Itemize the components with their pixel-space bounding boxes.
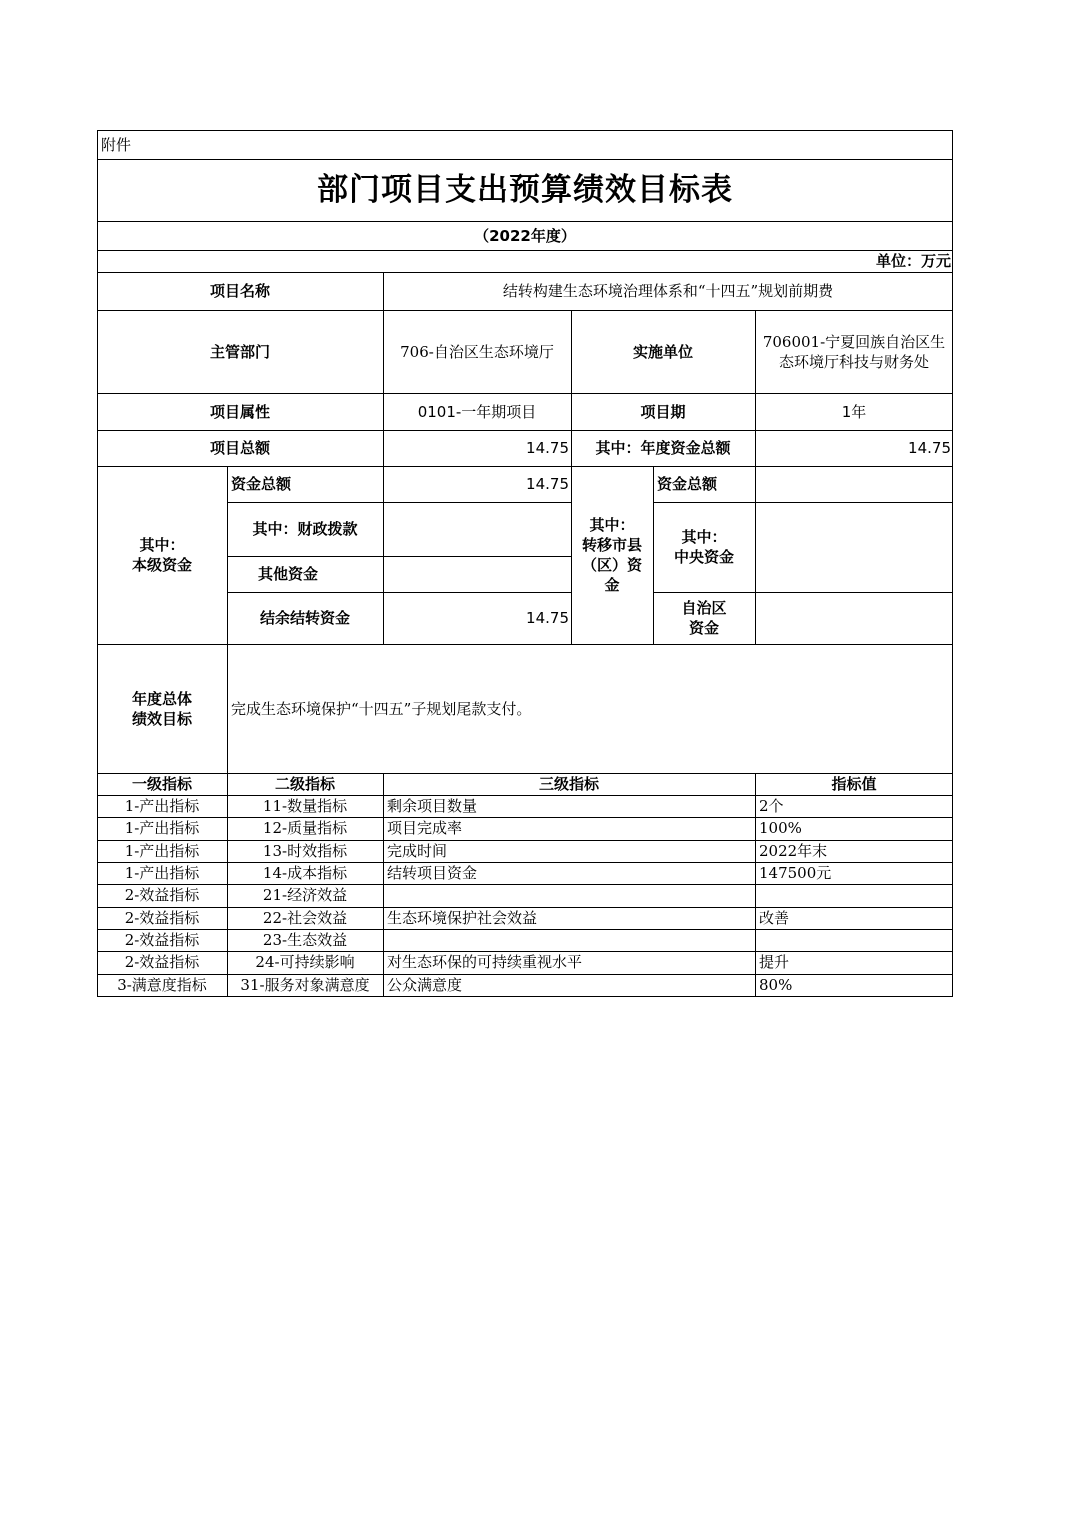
indicator-level2: 22-社会效益: [262, 909, 348, 927]
indicator-level1: 1-产出指标: [124, 819, 200, 837]
indicator-level3: [383, 884, 755, 906]
row-divider: [227, 592, 571, 593]
indicator-level1: 2-效益指标: [124, 953, 200, 971]
region-funds-label: 自治区 资金: [681, 599, 727, 637]
row-divider: [97, 430, 953, 431]
indicator-value: 2个: [759, 797, 784, 815]
dept-value: 706-自治区生态环境厅: [400, 342, 554, 361]
indicator-level2: 24-可持续影响: [255, 953, 355, 971]
row-divider: [97, 272, 953, 273]
central-funds-label: 其中： 中央资金: [673, 528, 734, 566]
col-divider: [755, 310, 756, 644]
row-divider: [97, 929, 953, 930]
row-divider: [97, 840, 953, 841]
other-funds-value: [383, 556, 571, 592]
table-border: [97, 130, 953, 131]
indicator-level3: 生态环境保护社会效益: [387, 909, 538, 927]
row-divider: [97, 250, 953, 251]
central-funds-value: [755, 502, 953, 592]
indicator-level1: 2-效益指标: [124, 886, 200, 904]
row-divider: [97, 393, 953, 394]
row-divider: [97, 159, 953, 160]
indicator-level1: 1-产出指标: [124, 842, 200, 860]
indicator-level3: 项目完成率: [387, 819, 463, 837]
row-divider: [653, 592, 953, 593]
project-attr-value: 0101-一年期项目: [417, 402, 537, 421]
unit-label: 单位：万元: [875, 252, 951, 270]
project-period-value: 1年: [841, 402, 867, 421]
row-divider: [97, 817, 953, 818]
indicator-level3: 结转项目资金: [387, 864, 478, 882]
indicator-value: [755, 884, 953, 906]
indicator-level3: 完成时间: [387, 842, 448, 860]
indicator-level1: 3-满意度指标: [117, 976, 207, 994]
transfer-funds-total-value: [755, 466, 953, 502]
indicator-level1: 2-效益指标: [124, 931, 200, 949]
row-divider: [227, 502, 571, 503]
row-divider: [97, 951, 953, 952]
annual-total-label: 其中：年度资金总额: [595, 439, 731, 457]
region-funds-value: [755, 592, 953, 644]
annual-goal-label: 年度总体 绩效目标: [131, 689, 192, 728]
annual-total-value: 14.75: [908, 439, 951, 457]
col-divider: [383, 773, 384, 997]
indicator-value: 100%: [759, 819, 802, 837]
project-name-value: 结转构建生态环境治理体系和“十四五”规划前期费: [502, 282, 834, 300]
project-total-value: 14.75: [526, 439, 569, 457]
project-attr-label: 项目属性: [209, 402, 270, 421]
table-border: [97, 996, 953, 997]
project-total-label: 项目总额: [209, 439, 270, 457]
page-title: 部门项目支出预算绩效目标表: [317, 172, 733, 208]
row-divider: [97, 907, 953, 908]
fiscal-funds-value: [383, 502, 571, 556]
indicator-level2: 13-时效指标: [262, 842, 348, 860]
indicator-value: 提升: [759, 953, 790, 971]
indicator-level1: 2-效益指标: [124, 909, 200, 927]
indicator-level2: 11-数量指标: [262, 797, 348, 815]
row-divider: [97, 310, 953, 311]
indicator-header-level1: 一级指标: [131, 775, 192, 793]
dept-label: 主管部门: [209, 342, 270, 361]
indicator-value: 80%: [759, 976, 793, 994]
indicator-value: 147500元: [759, 864, 832, 882]
other-funds-label: 其他资金: [257, 565, 318, 583]
indicator-header-level3: 三级指标: [538, 775, 599, 793]
table-border: [952, 130, 953, 997]
indicator-level3: [383, 929, 755, 951]
row-divider: [227, 556, 571, 557]
indicator-value: 改善: [759, 909, 790, 927]
row-divider: [653, 502, 953, 503]
indicator-level3: 剩余项目数量: [387, 797, 478, 815]
indicator-level1: 1-产出指标: [124, 797, 200, 815]
carryover-funds-value: 14.75: [526, 609, 569, 627]
fiscal-funds-label: 其中：财政拨款: [252, 520, 358, 538]
row-divider: [97, 862, 953, 863]
col-divider: [227, 466, 228, 997]
project-name-label: 项目名称: [209, 282, 270, 300]
indicator-value: [755, 929, 953, 951]
project-period-label: 项目期: [640, 402, 686, 421]
row-divider: [97, 884, 953, 885]
indicator-header-level2: 二级指标: [274, 775, 335, 793]
transfer-funds-total-label: 资金总额: [657, 475, 718, 493]
annual-goal-text: 完成生态环境保护“十四五”子规划尾款支付。: [231, 699, 532, 718]
indicator-level3: 对生态环保的可持续重视水平: [387, 953, 583, 971]
row-divider: [97, 221, 953, 222]
impl-unit-label: 实施单位: [632, 342, 693, 361]
row-divider: [97, 644, 953, 645]
col-divider: [653, 466, 654, 644]
row-divider: [97, 466, 953, 467]
indicator-level2: 14-成本指标: [262, 864, 348, 882]
local-funds-total-label: 资金总额: [231, 475, 292, 493]
indicator-level1: 1-产出指标: [124, 864, 200, 882]
budget-performance-table: [97, 130, 953, 998]
fiscal-year: （2022年度）: [474, 226, 576, 245]
indicator-level2: 23-生态效益: [262, 931, 348, 949]
local-funds-label: 其中： 本级资金: [131, 536, 192, 574]
row-divider: [97, 773, 953, 774]
carryover-funds-label: 结余结转资金: [259, 609, 350, 627]
transfer-funds-label: 其中： 转移市县 （区）资 金: [581, 516, 642, 594]
indicator-level2: 31-服务对象满意度: [240, 976, 370, 994]
indicator-level2: 12-质量指标: [262, 819, 348, 837]
indicator-header-value: 指标值: [831, 775, 877, 793]
local-funds-total-value: 14.75: [526, 475, 569, 493]
col-divider: [755, 773, 756, 997]
attachment-label: 附件: [101, 135, 132, 154]
row-divider: [97, 974, 953, 975]
indicator-level2: 21-经济效益: [262, 886, 348, 904]
row-divider: [97, 795, 953, 796]
indicator-level3: 公众满意度: [387, 976, 463, 994]
table-border: [97, 130, 98, 997]
indicator-value: 2022年末: [759, 842, 828, 860]
col-divider: [383, 272, 384, 644]
col-divider: [571, 310, 572, 644]
impl-unit-value: 706001-宁夏回族自治区生态环境厅科技与财务处: [762, 332, 946, 371]
